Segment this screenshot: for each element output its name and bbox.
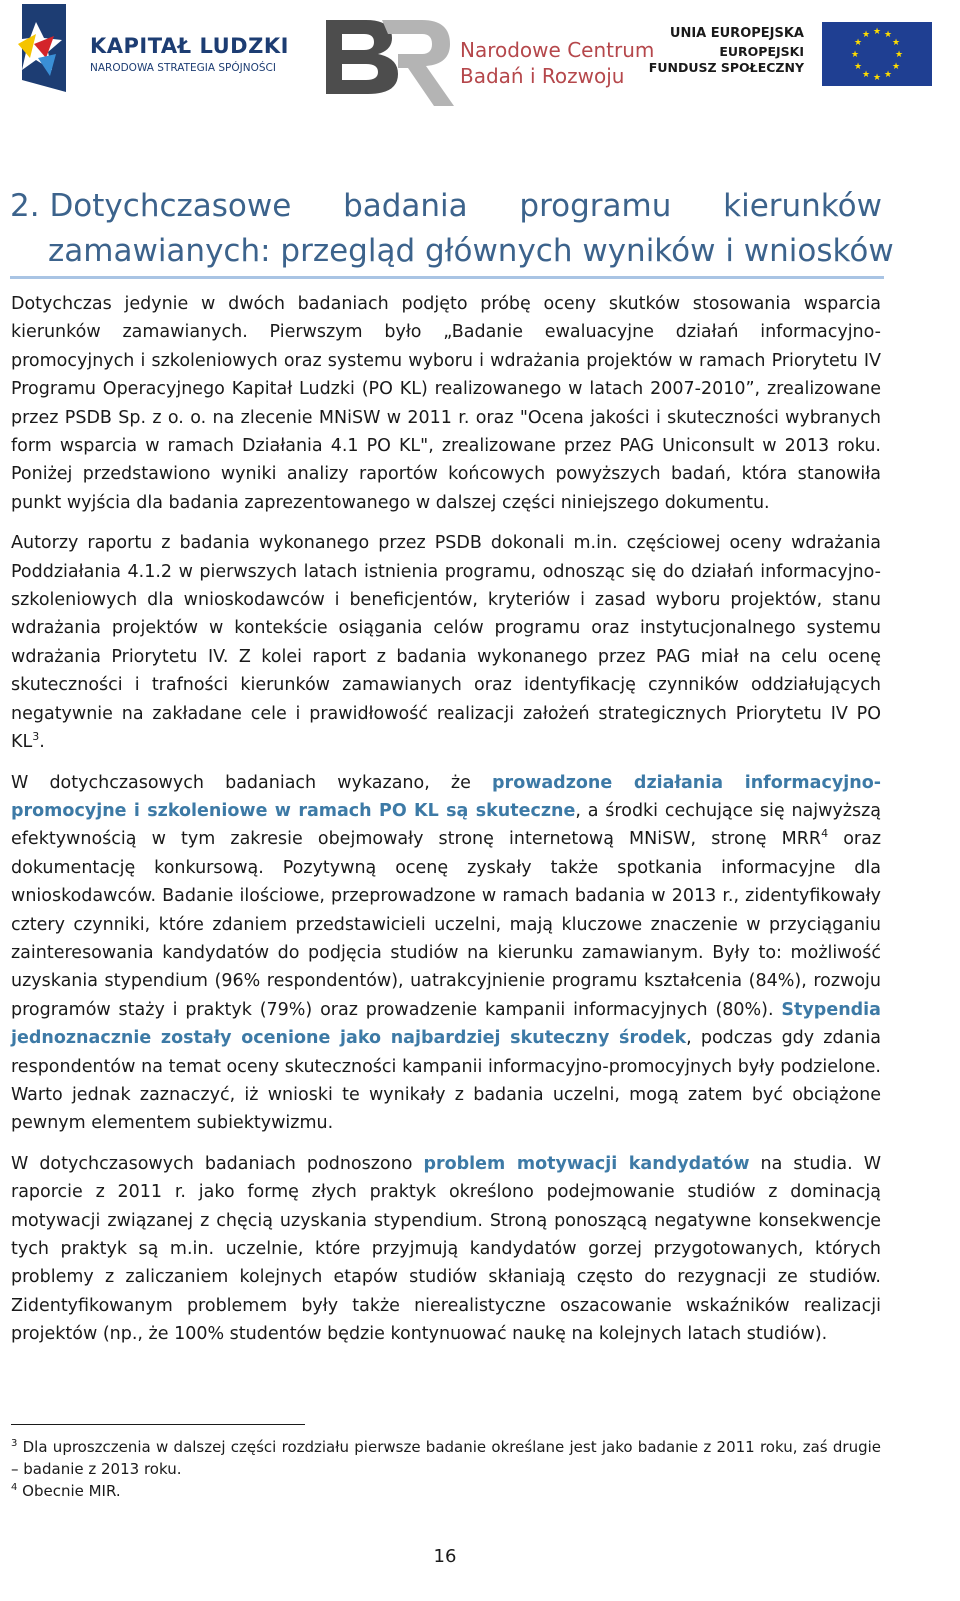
footnote-number: 4 (11, 1482, 18, 1493)
ncbr-br-mark (322, 10, 462, 120)
section-heading-line2: zamawianych: przegląd głównych wyników i wniosków (48, 233, 894, 269)
paragraph-findings (11, 769, 881, 1138)
svg-text:★: ★ (861, 30, 871, 40)
paragraph-text: na studia. W raporcie z 2011 r. jako formę złych praktyk określono podejmowanie studiów z dominacją motywacji związanej z chęcią uzyskania stypendium. Stroną ponoszącą negatywne konsekwencje tych praktyk są m.in. uczelnie, które przyjmują kandydatów gorzej przygotowanych, których problemy z zaliczaniem kolejnych etapów studiów skłaniają często do rezygnacji ze studiów. Zidentyfikowanym problemem były także nierealistyczne oszacowanie wskaźników realizacji projektów (np., że 100% studentów będzie kontynuować naukę na kolejnych latach studiów). (11, 1153, 882, 1345)
kapital-ludzki-name: KAPITAŁ LUDZKI (90, 34, 289, 58)
svg-text:★: ★ (891, 38, 901, 48)
heading-word: Dotychczasowe (49, 188, 292, 224)
section-number: 2. (10, 188, 40, 224)
footnote-text: Obecnie MIR. (17, 1482, 121, 1500)
paragraph-motivation (11, 1150, 881, 1349)
paragraph-text: oraz dokumentację konkursową. Pozytywną ocenę zyskały także spotkania informacyjne dla wnioskodawców. Badanie ilościowe, przeprowadzone w ramach badania w 2013 r., zidentyfikowały cztery czynniki, które zdaniem przedstawicieli uczelni, mają kluczowe znaczenie w przyciąganiu zainteresowania kandydatów do podjęcia studiów na kierunku zamawianym. Były to: możliwość uzyskania stypendium (96% respondentów), uatrakcyjnienie programu kształcenia (84%), rozwoju programów staży i praktyk (79%) oraz prowadzenie kampanii informacyjnych (80%). (11, 829, 882, 1020)
eu-flag-icon (822, 22, 932, 86)
eu-name-line3: FUNDUSZ SPOŁECZNY (648, 60, 804, 75)
footnote-ref-3[interactable]: 3 (32, 730, 40, 744)
svg-text:★: ★ (850, 50, 860, 60)
footnote-3 (11, 1436, 881, 1480)
svg-text:★: ★ (883, 30, 893, 40)
svg-text:★: ★ (872, 73, 882, 83)
ncbr-logo (322, 10, 655, 120)
heading-word: badania (343, 188, 468, 224)
heading-word: programu (519, 188, 672, 224)
svg-text:★: ★ (891, 62, 901, 72)
eu-name-line2: EUROPEJSKI (719, 44, 804, 59)
ncbr-name-line1: Narodowe Centrum (460, 38, 655, 62)
highlight-text: Stypendia jednoznacznie zostały ocenione jako najbardziej skuteczny środek (11, 999, 881, 1049)
page-header (0, 0, 960, 120)
ncbr-name-line2: Badań i Rozwoju (460, 64, 625, 88)
svg-text:★: ★ (853, 62, 863, 72)
paragraph-intro: Dotychczas jedynie w dwóch badaniach podjęto próbę oceny skutków stosowania wsparcia kierunków zamawianych. Pierwszym było „Badanie ewaluacyjne działań informacyjno-promocyjnych i szkoleniowych oraz systemu wyboru i wdrażania projektów w ramach Priorytetu IV Programu Operacyjnego Kapitał Ludzki (PO KL) realizowanego w latach 2007-2010”, zrealizowane przez PSDB Sp. z o. o. na zlecenie MNiSW w 2011 r. oraz "Ocena jakości i skuteczności wybranych form wsparcia w ramach Działania 4.1 PO KL", zrealizowane przez PAG Uniconsult w 2013 roku. Poniżej przedstawiono wyniki analizy raportów końcowych powyższych badań, która stanowiła punkt wyjścia dla badania zaprezentowanego w dalszej części niniejszego dokumentu. (11, 294, 881, 513)
kapital-ludzki-logo (12, 4, 292, 92)
paragraph-text: , podczas gdy zdania respondentów na temat oceny skuteczności kampanii informacyjno-promocyjnych były podzielone. Warto jednak zaznaczyć, iż wnioski te wynikały z badania uczelni, mogą zatem być obciążone pewnym elementem subiektywizmu. (11, 1028, 881, 1134)
heading-word: kierunków (723, 188, 882, 224)
page-number: 16 (433, 1546, 457, 1567)
svg-text:★: ★ (883, 70, 893, 80)
footnote-ref-4[interactable]: 4 (821, 827, 829, 841)
paragraph-text: W dotychczasowych badaniach podnoszono (11, 1153, 424, 1174)
svg-text:★: ★ (861, 70, 871, 80)
eu-logo (648, 22, 952, 84)
footnote-4 (11, 1480, 881, 1502)
footnotes (11, 1436, 881, 1502)
section-heading-line1 (10, 184, 882, 228)
footnote-text: Dla uproszczenia w dalszej części rozdziału pierwsze badanie określane jest jako badanie z 2011 roku, zaś drugie – badanie z 2013 roku. (11, 1438, 881, 1478)
paragraph-text: , a środki cechujące się najwyższą efektywnością w tym zakresie obejmowały stronę internetową MNiSW, stronę MRR (11, 800, 882, 850)
heading-part (10, 184, 291, 228)
footnote-separator (11, 1424, 305, 1425)
paragraph-text: . (39, 732, 45, 753)
footnote-number: 3 (11, 1438, 18, 1449)
svg-text:★: ★ (853, 38, 863, 48)
section-heading (10, 184, 894, 274)
highlight-text: prowadzone działania informacyjno-promocyjne i szkoleniowe w ramach PO KL są skuteczne (11, 772, 881, 821)
paragraph-text: W dotychczasowych badaniach wykazano, że (11, 772, 493, 793)
paragraph-reports (11, 529, 881, 756)
document-body (11, 290, 881, 1361)
kapital-ludzki-subtitle: NARODOWA STRATEGIA SPÓJNOŚCI (90, 62, 276, 74)
svg-text:★: ★ (894, 50, 904, 60)
eu-name-line1: UNIA EUROPEJSKA (669, 26, 804, 41)
kapital-ludzki-emblem (14, 4, 80, 92)
heading-underline (10, 276, 884, 279)
highlight-text: problem motywacji kandydatów (423, 1153, 750, 1174)
paragraph-text: Autorzy raportu z badania wykonanego przez PSDB dokonali m.in. częściowej oceny wdrażania Poddziałania 4.1.2 w pierwszych latach istnienia programu, odnosząc się do działań informacyjno-szkoleniowych dla wnioskodawców i beneficjentów, kryteriów i zasad wyboru projektów, stanu wdrażania projektów w kontekście osiągania celów programu oraz instytucjonalnego systemu wdrażania Priorytetu IV. Z kolei raport z badania wykonanego przez PAG miał na celu ocenę skuteczności i trafności kierunków zamawianych oraz identyfikację czynników oddziałujących negatywnie na zakładane cele i prawidłowość realizacji założeń strategicznych Priorytetu IV PO KL (11, 533, 881, 753)
svg-text:★: ★ (872, 27, 882, 37)
